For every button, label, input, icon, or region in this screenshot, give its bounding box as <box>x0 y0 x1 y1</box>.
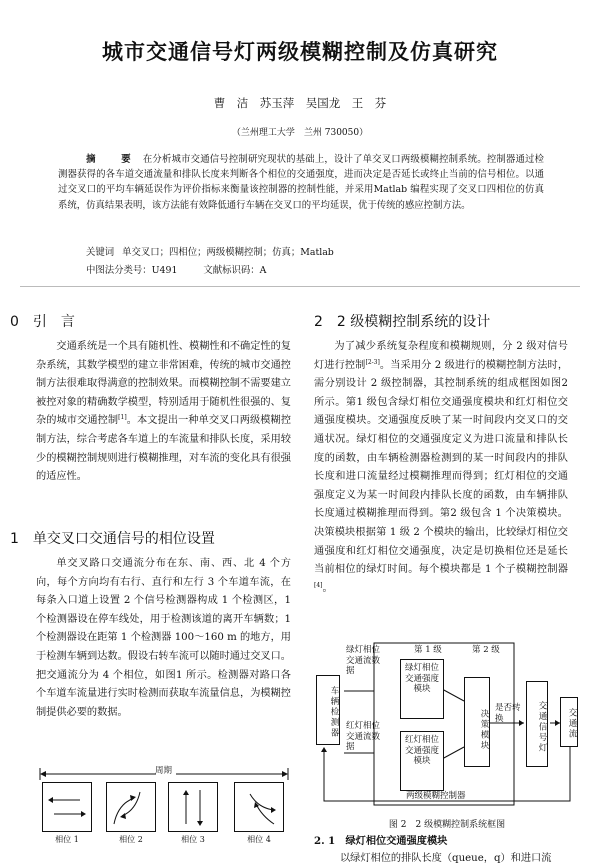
subsection-2-1-heading <box>314 832 447 847</box>
subsection-number: 2. 1 <box>314 835 336 847</box>
flow-box: 交通流 <box>560 697 578 747</box>
section-2-body <box>314 338 568 598</box>
green-intensity-module: 绿灯相位交通强度模块 <box>400 659 444 719</box>
section-title: 引 言 <box>32 314 75 330</box>
phase-1-box <box>42 782 92 832</box>
section-1-body <box>36 555 291 722</box>
divider <box>20 286 580 287</box>
figure-2-block-diagram <box>314 641 580 809</box>
phase-4-label: 相位 4 <box>247 835 271 844</box>
section-title: 2 级模糊控制系统的设计 <box>336 314 491 330</box>
switch-label: 是否转换 <box>495 703 521 724</box>
section-0-heading <box>10 311 75 331</box>
phase-4-box <box>234 782 284 832</box>
document-code: 文献标识码：A <box>203 265 267 276</box>
arrow-head-left <box>40 771 46 777</box>
section-title: 单交叉口交通信号的相位设置 <box>32 531 215 547</box>
classification <box>86 262 266 276</box>
red-to-decision <box>442 747 464 759</box>
subsection-2-1-text: 以绿灯相位的排队长度（queue，q）和进口流 <box>340 853 552 864</box>
phase-2-label: 相位 2 <box>119 835 143 844</box>
level-1-label: 第 1 级 <box>414 645 442 655</box>
affiliation: （兰州理工大学 兰州 730050） <box>231 128 369 138</box>
red-intensity-module: 红灯相位交通强度模块 <box>400 731 444 791</box>
author-list: 曹 洁 苏玉萍 吴国龙 王 芬 <box>213 96 387 110</box>
red-input-label: 红灯相位交通流数据 <box>346 721 381 752</box>
period-label: 周期 <box>154 766 172 776</box>
arrow-head-right <box>282 771 288 777</box>
phase-3-box <box>168 782 218 832</box>
keywords-text: 单交叉口；四相位；两级模糊控制；仿真；Matlab <box>122 247 334 258</box>
decision-module: 决策模块 <box>464 677 490 767</box>
keywords-label: 关键词 <box>86 247 115 258</box>
text-run: 为了减少系统复杂程度和模糊规则，分 2 级对信号灯进行控制 <box>314 341 568 371</box>
section-number: 2 <box>314 314 323 330</box>
citation: [1] <box>118 414 127 422</box>
phase-2-box <box>106 782 156 832</box>
section-2-heading <box>314 311 490 331</box>
text-run: 交通系统是一个具有随机性、模糊性和不确定性的复杂系统，其数学模型的建立非常困难，传统的城市交通控制方法很难取得满意的控制效果。而模糊控制不需要建立被控对象的精确数学模型，特别适用于随机性很强的、复杂的城市交通控制 <box>36 341 291 427</box>
section-number: 0 <box>10 314 19 330</box>
abstract-text: 在分析城市交通信号控制研究现状的基础上，设计了单交叉口两级模糊控制系统。控制器通过检测器获得的各车道交通流量和排队长度来判断各个相位的交通强度，进而决定是否延长或终止当前的信号相位。以通过交叉口的平均车辆延误作为评价指标来衡量该控制器的控制性能，并采用Matlab 编程实现了交叉口四相位的仿真系统，仿真结果表明，该方法能有效降低通行车辆在交叉口的平均延误，优于传统的感应控制方法。 <box>58 154 544 211</box>
detector-box: 车辆检测器 <box>316 675 340 745</box>
abstract-label: 摘 要 <box>86 154 139 165</box>
text-run: 。本文提出一种单交叉口两级模糊控制方法，综合考虑各车道上的车流量和排队长度，采用较少的模糊控制规则进行模糊推理，对车流的变化具有很强的适应性。 <box>36 415 292 483</box>
phase-3-label: 相位 3 <box>181 835 205 844</box>
abstract <box>58 152 544 213</box>
green-to-decision <box>442 689 464 701</box>
controller-label: 两级模糊控制器 <box>406 791 466 801</box>
paragraph <box>36 338 291 487</box>
level-2-label: 第 2 级 <box>472 645 500 655</box>
section-0-body <box>36 338 291 487</box>
section-1-heading <box>10 528 215 548</box>
paragraph <box>314 338 568 598</box>
phase-1-label: 相位 1 <box>55 835 79 844</box>
subsection-title: 绿灯相位交通强度模块 <box>345 835 448 847</box>
controller-outline <box>374 643 514 805</box>
green-input-label: 绿灯相位交通流数据 <box>346 645 381 676</box>
citation: [2-3] <box>365 358 380 366</box>
paper-title: 城市交通信号灯两级模糊控制及仿真研究 <box>102 40 498 64</box>
text-run: 。当采用分 2 级进行的模糊控制方法时，需分别设计 2 级控制器，其控制系统的组成框图如图2 所示。第1 级包含绿灯相位交通强度模块和红灯相位交通强度模块。交通强度反映了某一时间段内交叉口的交通状况。绿灯相位的交通强度定义为进口流量和排队长度的函数，由车辆检测器检测到的某一时间段内的排队长度和进口流量经过模糊推理而得到；红灯相位的交通强度定义为某一时间段内排队长度的函数，由车辆排队长度通过模糊推理而得到。第2 级包含 1 个决策模块。决策模块根据第 1 级 2 个模块的输出，比较绿灯相位交通强度和红灯相位交通强度，决定是切换相位还是延长当前相位的绿灯时间。每个模块都是 1 个子模糊控制器 <box>314 359 569 576</box>
section-number: 1 <box>10 531 19 547</box>
paragraph: 单交叉路口交通流分布在东、南、西、北 4 个方向，每个方向均有右行、直行和左行 3 个车道车流，在每条入口道上设置 2 个信号检测器构成 1 个检测区，1 个检测器设在停车线处，用于检测该道的离开车辆数；1 个检测器设在距第 1 个检测器 100～160 m 的地方，用于检测车辆到达数。假设右转车流可以随时通过交叉口。把交通流分为 4 个相位，如图1 所示。检测器对路口各个车道车流量进行实时检测而获取车流量信息，为模糊控制提供必要的数据。 <box>36 558 291 718</box>
citation: [4] <box>314 581 323 589</box>
signal-box: 交通信号灯 <box>526 681 548 767</box>
text-run: 。 <box>322 582 333 594</box>
clc-number: 中图法分类号：U491 <box>86 265 178 276</box>
keywords <box>86 244 334 258</box>
figure-1-phases <box>36 764 291 842</box>
figure-2-caption: 图 2 2 级模糊控制系统框图 <box>388 820 506 830</box>
